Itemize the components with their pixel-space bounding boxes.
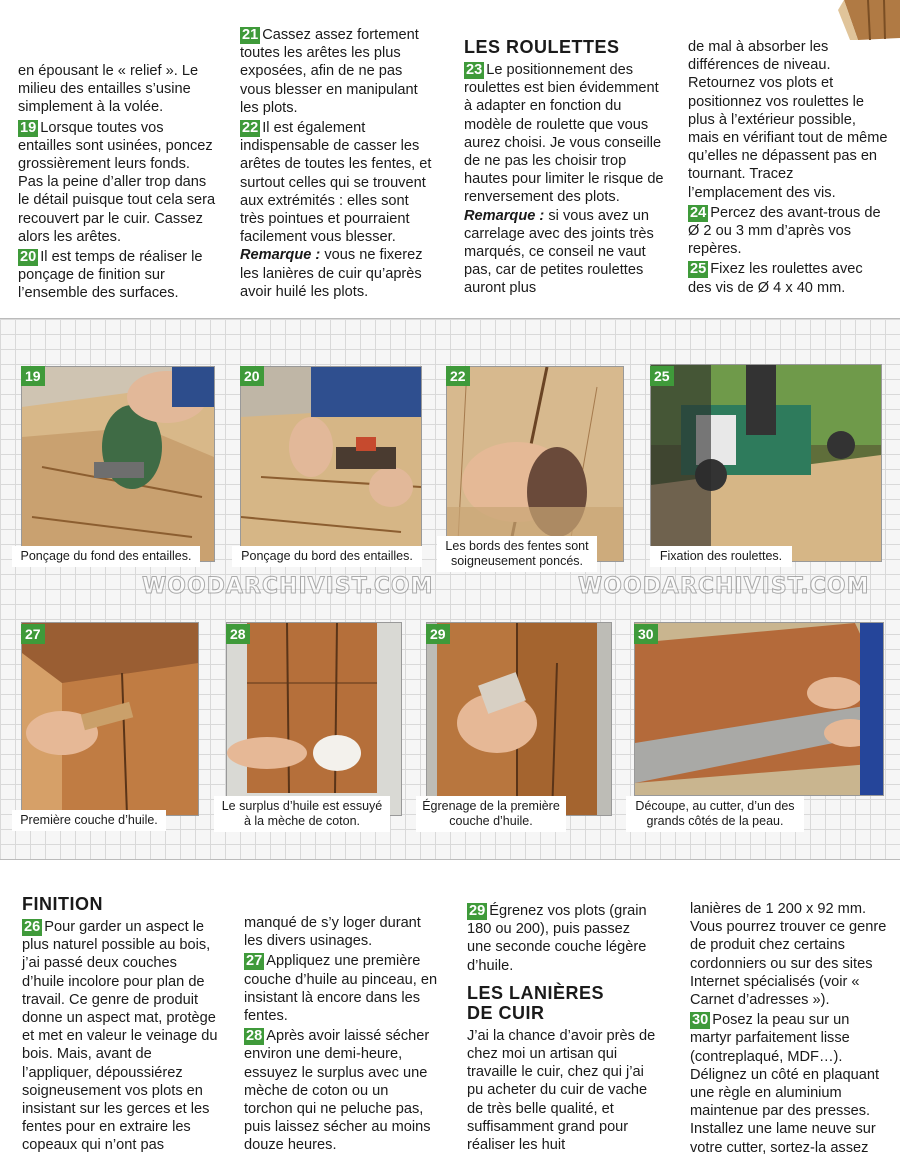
step-26 bbox=[22, 918, 218, 1155]
step-29 bbox=[467, 902, 657, 975]
top-column-2 bbox=[240, 26, 436, 303]
photo-number: 22 bbox=[446, 366, 470, 386]
step-text: Le positionnement des roulettes est bien évidemment à adapter en fonction du modèle de roulette que vous aurez choisi. Je vous conseille de ne pas les choisir trop hautes pour limiter le risque de renversement des plots. bbox=[464, 62, 664, 206]
section-heading: LES ROULETTES bbox=[464, 37, 620, 57]
step-text: Il est temps de réaliser le ponçage de finition sur l’ensemble des surfaces. bbox=[18, 249, 203, 302]
step-text: Posez la peau sur un martyr parfaitement lisse (contreplaqué, MDF…). Délignez un côté en plaquant une règle en aluminium maintenue par des presses. Installez une lame neuve sur votre cutter, sortez-la assez bbox=[690, 1012, 880, 1156]
step-number: 24 bbox=[690, 204, 707, 221]
step-number: 30 bbox=[692, 1012, 709, 1029]
corner-wood-thumbnail bbox=[838, 0, 900, 42]
paragraph: J’ai la chance d’avoir près de chez moi un artisan qui travaille le cuir, chez qui j’ai pu acheter du cuir de vache de très belle qualité, et suffisamment grand pour réaliser les huit bbox=[467, 1027, 656, 1154]
step-number: 29 bbox=[469, 903, 486, 919]
photo-19 bbox=[21, 366, 215, 562]
top-column-4 bbox=[688, 38, 888, 299]
photo-29 bbox=[426, 622, 612, 816]
watermark-left: WOODARCHIVIST.COM bbox=[142, 574, 434, 599]
bottom-column-4 bbox=[690, 900, 890, 1159]
paragraph: en épousant le « relief ». Le milieu des entailles s’usine simplement à la volée. bbox=[18, 63, 199, 116]
photo-number: 19 bbox=[21, 366, 45, 386]
step-28 bbox=[244, 1027, 440, 1154]
step-27 bbox=[244, 952, 440, 1025]
photo-number: 28 bbox=[226, 624, 250, 644]
top-column-1 bbox=[18, 62, 218, 305]
section-heading: FINITION bbox=[22, 894, 103, 914]
step-number: 19 bbox=[20, 119, 37, 136]
step-text: Après avoir laissé sécher environ une demi-heure, essuyez le surplus avec une mèche de coton ou un torchon qui ne peluche pas, puis laissez sécher au moins douze heures. bbox=[244, 1028, 431, 1154]
step-22 bbox=[240, 119, 436, 301]
paragraph: de mal à absorber les différences de niveau. Retournez vos plots et positionnez vos roulettes le plus à l’extérieur possible, mais en vérifiant tout de même qu’elles ne dépassent pas en tournant. Tracez l’emplacement des vis. bbox=[688, 39, 888, 201]
step-text: Lorsque toutes vos entailles sont usinées, poncez grossièrement leurs fonds. Pas la peine d’aller trop dans le détail puisque tout cela sera recouvert par le cuir. Cassez alors les arêtes. bbox=[18, 119, 216, 245]
photo-number: 29 bbox=[426, 624, 450, 644]
step-19 bbox=[18, 119, 218, 246]
bottom-column-2 bbox=[244, 914, 440, 1157]
step-number: 21 bbox=[242, 27, 259, 43]
step-24 bbox=[688, 204, 888, 259]
photo-25 bbox=[650, 364, 882, 562]
step-text: Égrenez vos plots (grain 180 ou 200), puis passez une seconde couche légère d’huile. bbox=[467, 903, 647, 974]
photo-28 bbox=[226, 622, 402, 816]
caption-photo-29: Égrenage de la première couche d’huile. bbox=[416, 796, 566, 832]
remark-label: Remarque : bbox=[240, 247, 321, 264]
photo-27 bbox=[21, 622, 199, 816]
photo-number: 20 bbox=[240, 366, 264, 386]
caption-photo-25: Fixation des roulettes. bbox=[650, 546, 792, 567]
step-23 bbox=[464, 61, 664, 298]
step-text: Fixez les roulettes avec des vis de Ø 4 x 40 mm. bbox=[688, 261, 863, 296]
caption-photo-27: Première couche d’huile. bbox=[12, 810, 166, 831]
photo-20 bbox=[240, 366, 422, 562]
step-text: Il est également indispensable de casser les arêtes de toutes les fentes, et surtout celles qui se trouvent aux extrémités : elles sont très pointues et pourraient facilement vous blesser. bbox=[240, 120, 432, 246]
step-25 bbox=[688, 260, 888, 296]
step-20 bbox=[18, 248, 218, 303]
step-text: Percez des avant-trous de Ø 2 ou 3 mm d’après vos repères. bbox=[688, 204, 881, 258]
photo-number: 25 bbox=[650, 366, 674, 386]
step-21 bbox=[240, 26, 436, 117]
step-number: 25 bbox=[690, 261, 707, 278]
photo-number: 27 bbox=[21, 624, 45, 644]
watermark-right: WOODARCHIVIST.COM bbox=[578, 574, 870, 599]
photo-number: 30 bbox=[634, 624, 658, 644]
section-heading: LES LANIÈRES DE CUIR bbox=[467, 982, 605, 1023]
bottom-column-3 bbox=[467, 902, 657, 1156]
step-number: 27 bbox=[246, 953, 263, 970]
remark-label: Remarque : bbox=[464, 207, 545, 224]
step-number: 22 bbox=[242, 120, 259, 137]
caption-photo-19: Ponçage du fond des entailles. bbox=[12, 546, 200, 567]
caption-photo-28: Le surplus d’huile est essuyé à la mèche de coton. bbox=[214, 796, 390, 832]
step-number: 23 bbox=[466, 62, 483, 78]
step-30 bbox=[690, 1011, 890, 1157]
caption-photo-20: Ponçage du bord des entailles. bbox=[232, 546, 422, 567]
step-number: 20 bbox=[20, 249, 37, 266]
step-text: Pour garder un aspect le plus naturel possible au bois, j’ai passé deux couches d’huile incolore pour plan de travail. Ce genre de produit donne un aspect mat, protège et met en valeur le veinage du bois. Mais, avant de l’appliquer, dépoussiérez soigneusement vos plots en insistant sur les gerces et les fentes pour en extraire les copeaux qui n’ont pas bbox=[22, 919, 218, 1154]
step-text: Appliquez une première couche d’huile au pinceau, en insistant là encore dans les fentes. bbox=[244, 953, 438, 1025]
bottom-column-1 bbox=[22, 894, 218, 1157]
step-number: 28 bbox=[246, 1028, 263, 1045]
remark-text: vous ne fixerez les lanières de cuir qu’après avoir huilé les plots. bbox=[240, 247, 423, 300]
remark-text: si vous avez un carrelage avec des joints très marqués, ce conseil ne vaut pas, car de petites roulettes auront plus bbox=[464, 207, 654, 297]
caption-photo-22: Les bords des fentes sont soigneusement poncés. bbox=[437, 536, 597, 572]
photo-22 bbox=[446, 366, 624, 562]
paragraph: manqué de s’y loger durant les divers usinages. bbox=[244, 915, 421, 950]
step-text: Cassez assez fortement toutes les arêtes les plus exposées, afin de ne pas vous blesser en manipulant les plots. bbox=[240, 27, 419, 116]
photo-30 bbox=[634, 622, 884, 796]
paragraph: lanières de 1 200 x 92 mm. Vous pourrez trouver ce genre de produit chez certains cordonniers ou sur des sites Internet spécialisés (voir « Carnet d’adresses »). bbox=[690, 901, 887, 1009]
caption-photo-30: Découpe, au cutter, d’un des grands côtés de la peau. bbox=[626, 796, 804, 832]
top-column-3 bbox=[464, 37, 664, 300]
step-number: 26 bbox=[24, 919, 41, 935]
